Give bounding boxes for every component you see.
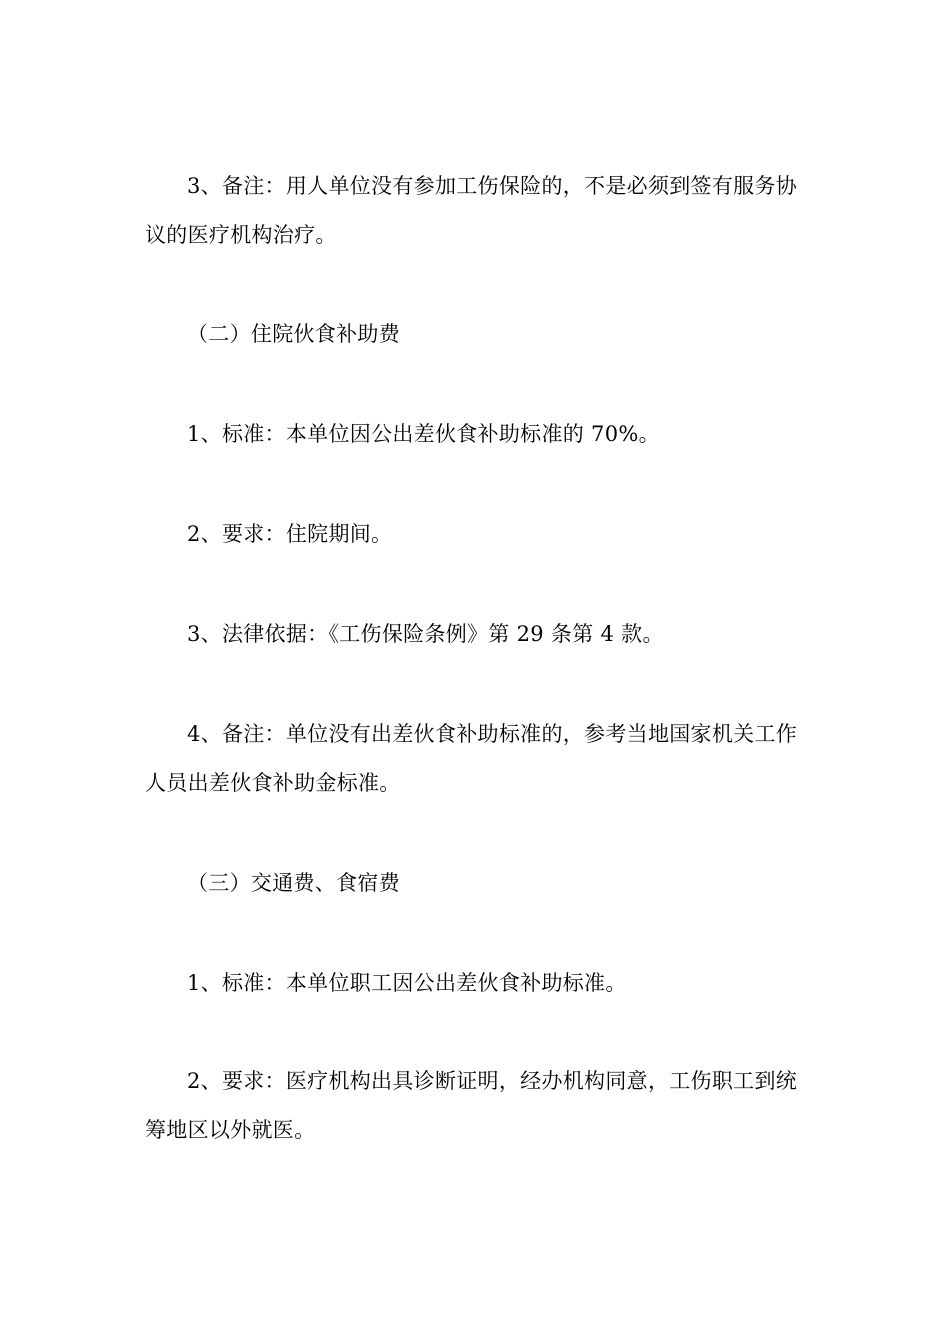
section-heading-2: （二）住院伙食补助费 bbox=[187, 322, 400, 346]
paragraph-requirement-2: 2、要求：住院期间。 bbox=[187, 522, 393, 546]
paragraph-standard-1b: 1、标准：本单位职工因公出差伙食补助标准。 bbox=[187, 971, 627, 995]
paragraph-requirement-2b: 2、要求：医疗机构出具诊断证明，经办机构同意，工伤职工到统筹地区以外就医。 bbox=[145, 1069, 798, 1142]
paragraph-note-4: 4、备注：单位没有出差伙食补助标准的，参考当地国家机关工作人员出差伙食补助金标准。 bbox=[145, 722, 798, 795]
paragraph-note-3: 3、备注：用人单位没有参加工伤保险的，不是必须到签有服务协议的医疗机构治疗。 bbox=[145, 174, 798, 247]
paragraph-legal-basis-3: 3、法律依据：《工伤保险条例》第 29 条第 4 款。 bbox=[187, 622, 664, 646]
paragraph-standard-1: 1、标准：本单位因公出差伙食补助标准的 70%。 bbox=[187, 422, 660, 446]
section-heading-3: （三）交通费、食宿费 bbox=[187, 871, 400, 895]
